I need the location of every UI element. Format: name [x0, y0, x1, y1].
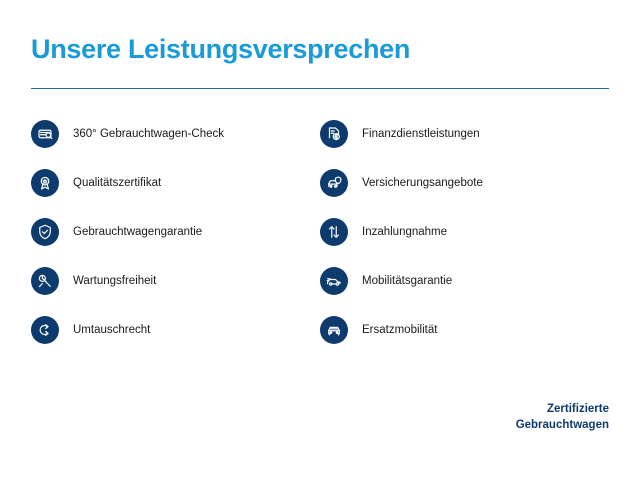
wrench-gear-icon	[31, 267, 59, 295]
list-item-label: Inzahlungnahme	[362, 226, 448, 238]
list-item	[320, 316, 609, 344]
footer-caption	[516, 402, 609, 433]
quality-seal-icon	[31, 169, 59, 197]
list-item-label: Ersatzmobilität	[362, 324, 438, 336]
page-title: Unsere Leistungsversprechen	[31, 34, 411, 64]
footer-line-2: Gebrauchtwagen	[515, 418, 609, 431]
benefits-column-right	[320, 120, 609, 344]
insurance-car-icon	[320, 169, 348, 197]
replacement-car-icon	[320, 316, 348, 344]
car-inspection-icon	[31, 120, 59, 148]
list-item	[31, 267, 320, 295]
list-item	[31, 169, 320, 197]
list-item-label: Versicherungsangebote	[362, 177, 483, 189]
title-divider	[31, 88, 609, 89]
shield-check-icon	[31, 218, 59, 246]
benefits-column-left	[31, 120, 320, 344]
up-down-arrows-icon	[320, 218, 348, 246]
car-mobility-icon	[320, 267, 348, 295]
list-item-label: Finanzdienstleistungen	[362, 128, 480, 140]
list-item	[320, 218, 609, 246]
list-item-label: 360° Gebrauchtwagen-Check	[73, 128, 224, 140]
list-item-label: Qualitätszertifikat	[73, 177, 162, 189]
exchange-arrows-icon	[31, 316, 59, 344]
list-item-label: Wartungsfreiheit	[73, 275, 157, 287]
list-item	[320, 120, 609, 148]
list-item-label: Umtauschrecht	[73, 324, 151, 336]
list-item	[320, 169, 609, 197]
benefits-columns	[31, 120, 609, 344]
footer-line-1: Zertifizierte	[547, 403, 609, 415]
list-item-label: Mobilitätsgarantie	[362, 275, 453, 287]
list-item	[320, 267, 609, 295]
list-item	[31, 218, 320, 246]
list-item	[31, 120, 320, 148]
list-item	[31, 316, 320, 344]
finance-document-icon	[320, 120, 348, 148]
list-item-label: Gebrauchtwagengarantie	[73, 226, 203, 238]
